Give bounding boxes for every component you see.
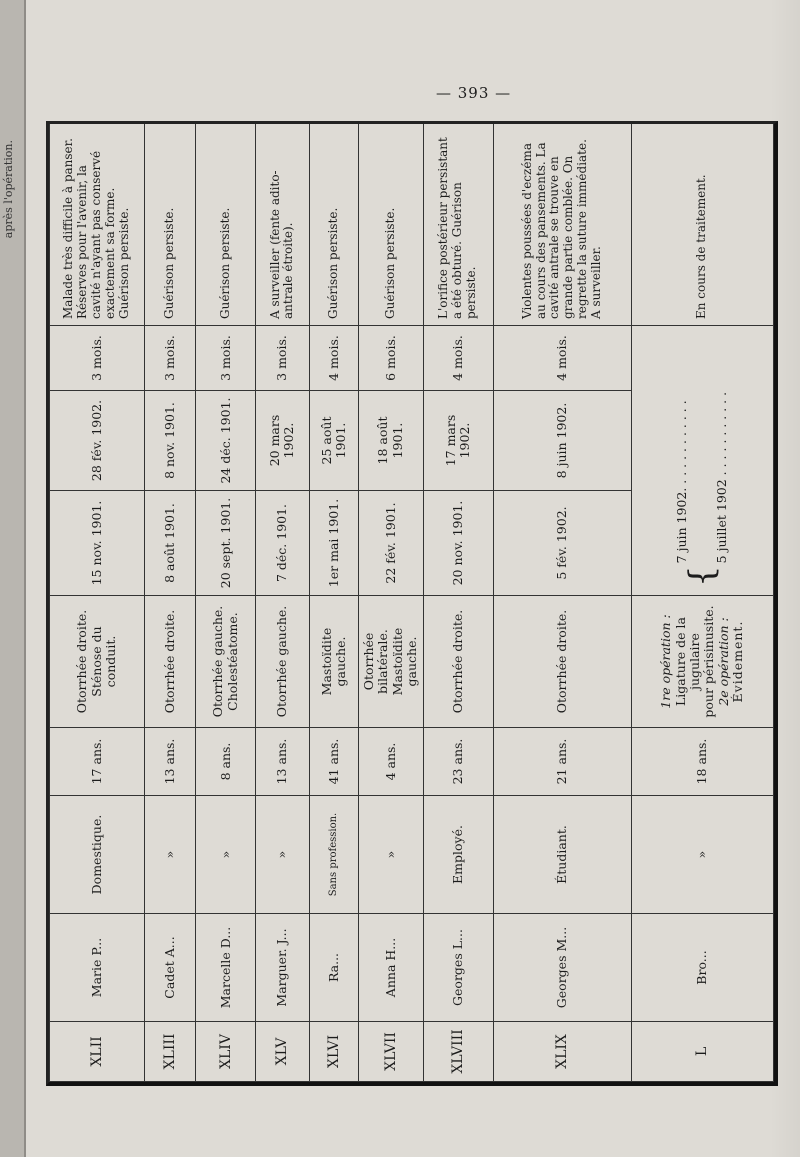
diagnosis: Otorrhée gauche. bbox=[256, 596, 310, 728]
age: 41 ans. bbox=[309, 728, 358, 796]
profession: Sans profession. bbox=[309, 796, 358, 914]
table-row bbox=[631, 124, 773, 1082]
patient-name: Ra... bbox=[309, 914, 358, 1022]
diagnosis: Mastoïdite gauche. bbox=[309, 596, 358, 728]
diagnosis-line: 2e opération : bbox=[715, 617, 731, 706]
table-row bbox=[423, 124, 493, 1082]
operation-date: 8 août 1901. bbox=[144, 491, 196, 596]
diagnosis: Otorrhée bilatérale. Mastoïdite gauche. bbox=[359, 596, 423, 728]
result: Violentes poussées d'eczéma au cours des pansements. La cavité antrale se trouve en grande partie comblée. On regrette la suture immédiate. A surveiller. bbox=[493, 124, 631, 326]
profession: Domestique. bbox=[50, 796, 145, 914]
cure-date: 28 fév. 1902. bbox=[50, 391, 145, 491]
table-row bbox=[359, 124, 423, 1082]
brace-symbol: { bbox=[682, 565, 723, 587]
operation-dates bbox=[631, 326, 773, 596]
page-shadow bbox=[770, 0, 800, 1157]
table-row bbox=[256, 124, 310, 1082]
table-row bbox=[493, 124, 631, 1082]
duration: 3 mois. bbox=[196, 326, 256, 391]
case-number: XLVIII bbox=[423, 1022, 493, 1082]
patient-name: Marguer. J... bbox=[256, 914, 310, 1022]
left-page-edge bbox=[0, 0, 26, 1157]
table-row bbox=[309, 124, 358, 1082]
case-number: XLII bbox=[50, 1022, 145, 1082]
patient-name: Marcelle D... bbox=[196, 914, 256, 1022]
cure-date: 18 août 1901. bbox=[359, 391, 423, 491]
second-op-date: 5 juillet 1902 . . . . . . . . . . . bbox=[714, 391, 730, 564]
cure-date: 25 août 1901. bbox=[309, 391, 358, 491]
case-table-frame bbox=[46, 121, 778, 1086]
diagnosis-line: pour périsinusite. bbox=[701, 605, 717, 718]
cure-date: 8 nov. 1901. bbox=[144, 391, 196, 491]
result: Guérison persiste. bbox=[309, 124, 358, 326]
case-number: XLVII bbox=[359, 1022, 423, 1082]
case-number: XLIII bbox=[144, 1022, 196, 1082]
result: Malade très difficile à panser. Réserves pour l'avenir, la cavité n'ayant pas conservé exactement sa forme. Guérison persiste. bbox=[50, 124, 145, 326]
result: A surveiller (fente adito-antrale étroite). bbox=[256, 124, 310, 326]
duration: 3 mois. bbox=[256, 326, 310, 391]
result: Guérison persiste. bbox=[359, 124, 423, 326]
profession: Étudiant. bbox=[493, 796, 631, 914]
diagnosis-line: 1re opération : bbox=[658, 614, 674, 709]
duration: 6 mois. bbox=[359, 326, 423, 391]
cure-date: 24 déc. 1901. bbox=[196, 391, 256, 491]
page-number: — 393 — bbox=[436, 84, 512, 102]
operation-date: 20 nov. 1901. bbox=[423, 491, 493, 596]
diagnosis: Otorrhée droite. Sténose du conduit. bbox=[50, 596, 145, 728]
age: 17 ans. bbox=[50, 728, 145, 796]
table-row bbox=[50, 124, 145, 1082]
age: 4 ans. bbox=[359, 728, 423, 796]
result: En cours de traitement. bbox=[631, 124, 773, 326]
cure-date: 17 mars 1902. bbox=[423, 391, 493, 491]
diagnosis-line: Ligature de la jugulaire bbox=[672, 617, 702, 706]
patient-name: Georges L... bbox=[423, 914, 493, 1022]
operation-date: 1er mai 1901. bbox=[309, 491, 358, 596]
operation-date: 5 fév. 1902. bbox=[493, 491, 631, 596]
profession: » bbox=[144, 796, 196, 914]
patient-name: Anna H... bbox=[359, 914, 423, 1022]
table-row bbox=[196, 124, 256, 1082]
result: L'orifice postérieur persistant a été obturé. Guérison persiste. bbox=[423, 124, 493, 326]
diagnosis-line: Évidement. bbox=[730, 620, 746, 703]
case-number: XLIX bbox=[493, 1022, 631, 1082]
operation-date: 20 sept. 1901. bbox=[196, 491, 256, 596]
age: 21 ans. bbox=[493, 728, 631, 796]
case-table bbox=[49, 123, 774, 1082]
case-number: XLIV bbox=[196, 1022, 256, 1082]
duration: 3 mois. bbox=[144, 326, 196, 391]
rotated-table bbox=[49, 124, 774, 1082]
profession: » bbox=[359, 796, 423, 914]
result: Guérison persiste. bbox=[144, 124, 196, 326]
age: 8 ans. bbox=[196, 728, 256, 796]
operation-date: 22 fév. 1901. bbox=[359, 491, 423, 596]
patient-name: Georges M... bbox=[493, 914, 631, 1022]
patient-name: Cadet A... bbox=[144, 914, 196, 1022]
operation-date: 7 déc. 1901. bbox=[256, 491, 310, 596]
diagnosis bbox=[631, 596, 773, 728]
profession: » bbox=[631, 796, 773, 914]
operation-date: 15 nov. 1901. bbox=[50, 491, 145, 596]
diagnosis: Otorrhée droite. bbox=[493, 596, 631, 728]
profession: » bbox=[196, 796, 256, 914]
patient-name: Bro... bbox=[631, 914, 773, 1022]
case-number: XLVI bbox=[309, 1022, 358, 1082]
result: Guérison persiste. bbox=[196, 124, 256, 326]
duration: 3 mois. bbox=[50, 326, 145, 391]
age: 23 ans. bbox=[423, 728, 493, 796]
case-number: L bbox=[631, 1022, 773, 1082]
age: 13 ans. bbox=[144, 728, 196, 796]
patient-name: Marie P... bbox=[50, 914, 145, 1022]
age: 13 ans. bbox=[256, 728, 310, 796]
first-op-date: 7 juin 1902. . . . . . . . . . . . bbox=[673, 400, 689, 564]
age: 18 ans. bbox=[631, 728, 773, 796]
profession: Employé. bbox=[423, 796, 493, 914]
cure-date: 8 juin 1902. bbox=[493, 391, 631, 491]
diagnosis: Otorrhée droite. bbox=[144, 596, 196, 728]
diagnosis: Otorrhée gauche. Cholestéatome. bbox=[196, 596, 256, 728]
duration: 4 mois. bbox=[309, 326, 358, 391]
duration: 4 mois. bbox=[423, 326, 493, 391]
cure-date: 20 mars 1902. bbox=[256, 391, 310, 491]
diagnosis: Otorrhée droite. bbox=[423, 596, 493, 728]
profession: » bbox=[256, 796, 310, 914]
book-page bbox=[26, 0, 800, 1157]
left-page-fragment: après l'opération. bbox=[2, 140, 15, 239]
case-number: XLV bbox=[256, 1022, 310, 1082]
table-row bbox=[144, 124, 196, 1082]
duration: 4 mois. bbox=[493, 326, 631, 391]
